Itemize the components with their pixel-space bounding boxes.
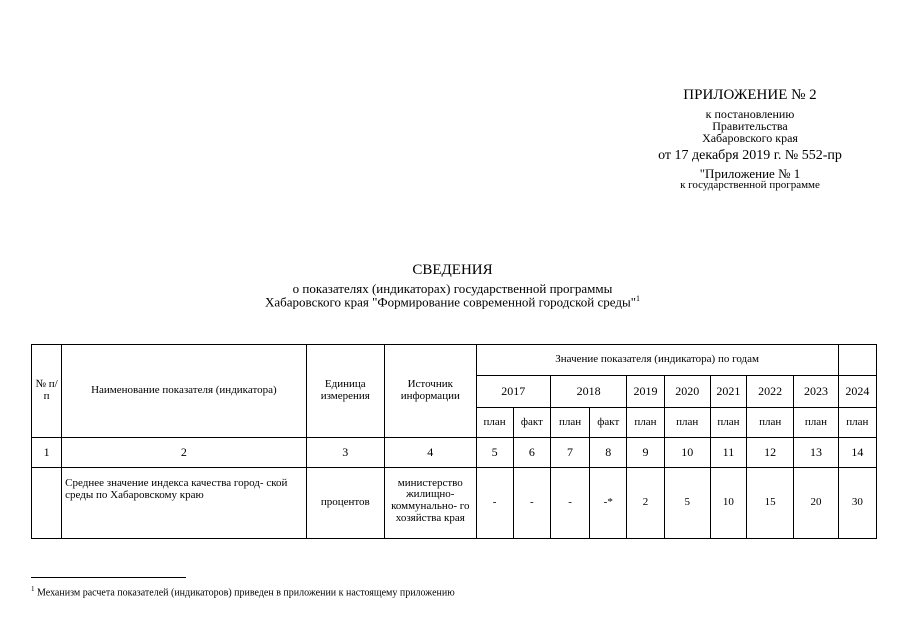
column-number: 6 <box>513 438 550 468</box>
table-row <box>32 468 877 539</box>
header-year: 2018 <box>550 376 626 408</box>
footnote-marker: 1 <box>636 294 641 303</box>
column-number: 5 <box>476 438 513 468</box>
column-number: 14 <box>838 438 876 468</box>
header-year: 2022 <box>747 376 794 408</box>
footnote <box>31 585 455 598</box>
indicator-value: - <box>476 468 513 539</box>
header-year: 2024 <box>838 376 876 408</box>
appendix-line: Хабаровского края <box>702 131 798 145</box>
column-number: 11 <box>710 438 746 468</box>
previous-appendix-subtitle: к государственной программе <box>680 179 820 191</box>
column-number: 3 <box>306 438 384 468</box>
header-unit: Единица измерения <box>306 345 384 438</box>
row-number <box>32 468 62 539</box>
header-plan-fact: факт <box>513 408 550 438</box>
previous-appendix-title: "Приложение № 1 <box>699 166 801 181</box>
column-numbers-row <box>32 438 877 468</box>
indicator-value: 15 <box>747 468 794 539</box>
indicator-value: 5 <box>664 468 710 539</box>
indicator-value: 30 <box>838 468 876 539</box>
appendix-line: к постановлению <box>705 107 795 121</box>
column-number: 9 <box>627 438 664 468</box>
indicator-name: Среднее значение индекса качества город- ской среды по Хабаровскому краю <box>62 468 306 539</box>
indicator-value: 20 <box>794 468 838 539</box>
indicator-value: -* <box>590 468 627 539</box>
indicators-table <box>31 344 877 539</box>
header-plan-fact: план <box>627 408 664 438</box>
footnote-divider <box>31 577 186 578</box>
appendix-date: от 17 декабря 2019 г. № 552-пр <box>658 148 842 163</box>
header-plan-fact: план <box>747 408 794 438</box>
indicator-value: 2 <box>627 468 664 539</box>
document-subtitle: о показателях (индикаторах) государственной программы <box>292 281 613 296</box>
column-number: 12 <box>747 438 794 468</box>
header-number: № п/п <box>32 345 62 438</box>
header-year: 2023 <box>794 376 838 408</box>
document-subtitle <box>0 295 905 308</box>
column-number: 8 <box>590 438 627 468</box>
column-number: 7 <box>550 438 589 468</box>
appendix-title: ПРИЛОЖЕНИЕ № 2 <box>683 87 817 103</box>
indicator-source: министерство жилищно- коммунально- го хозяйства края <box>385 468 477 539</box>
indicator-value: 10 <box>710 468 746 539</box>
header-plan-fact: план <box>794 408 838 438</box>
indicator-value: - <box>550 468 589 539</box>
header-source: Источник информации <box>385 345 477 438</box>
header-year: 2021 <box>710 376 746 408</box>
header-blank-cell <box>838 345 876 376</box>
column-number: 10 <box>664 438 710 468</box>
document-title: СВЕДЕНИЯ <box>412 262 493 278</box>
column-number: 1 <box>32 438 62 468</box>
footnote-marker: 1 <box>31 585 35 593</box>
document-subtitle-text: Хабаровского края "Формирование современной городской среды" <box>264 294 637 310</box>
header-plan-fact: план <box>476 408 513 438</box>
indicator-unit: процентов <box>306 468 384 539</box>
appendix-line: Правительства <box>712 119 788 133</box>
header-plan-fact: факт <box>590 408 627 438</box>
indicator-value: - <box>513 468 550 539</box>
header-plan-fact: план <box>664 408 710 438</box>
column-number: 13 <box>794 438 838 468</box>
appendix-block <box>640 88 860 191</box>
header-year: 2017 <box>476 376 550 408</box>
header-plan-fact: план <box>710 408 746 438</box>
document-heading <box>0 262 905 308</box>
column-number: 2 <box>62 438 306 468</box>
header-values-by-year: Значение показателя (индикатора) по годам <box>476 345 838 376</box>
header-year: 2020 <box>664 376 710 408</box>
header-year: 2019 <box>627 376 664 408</box>
header-plan-fact: план <box>550 408 589 438</box>
header-plan-fact: план <box>838 408 876 438</box>
column-number: 4 <box>385 438 477 468</box>
header-indicator-name: Наименование показателя (индикатора) <box>62 345 306 438</box>
footnote-text: Механизм расчета показателей (индикаторов) приведен в приложении к настоящему приложению <box>37 587 455 599</box>
